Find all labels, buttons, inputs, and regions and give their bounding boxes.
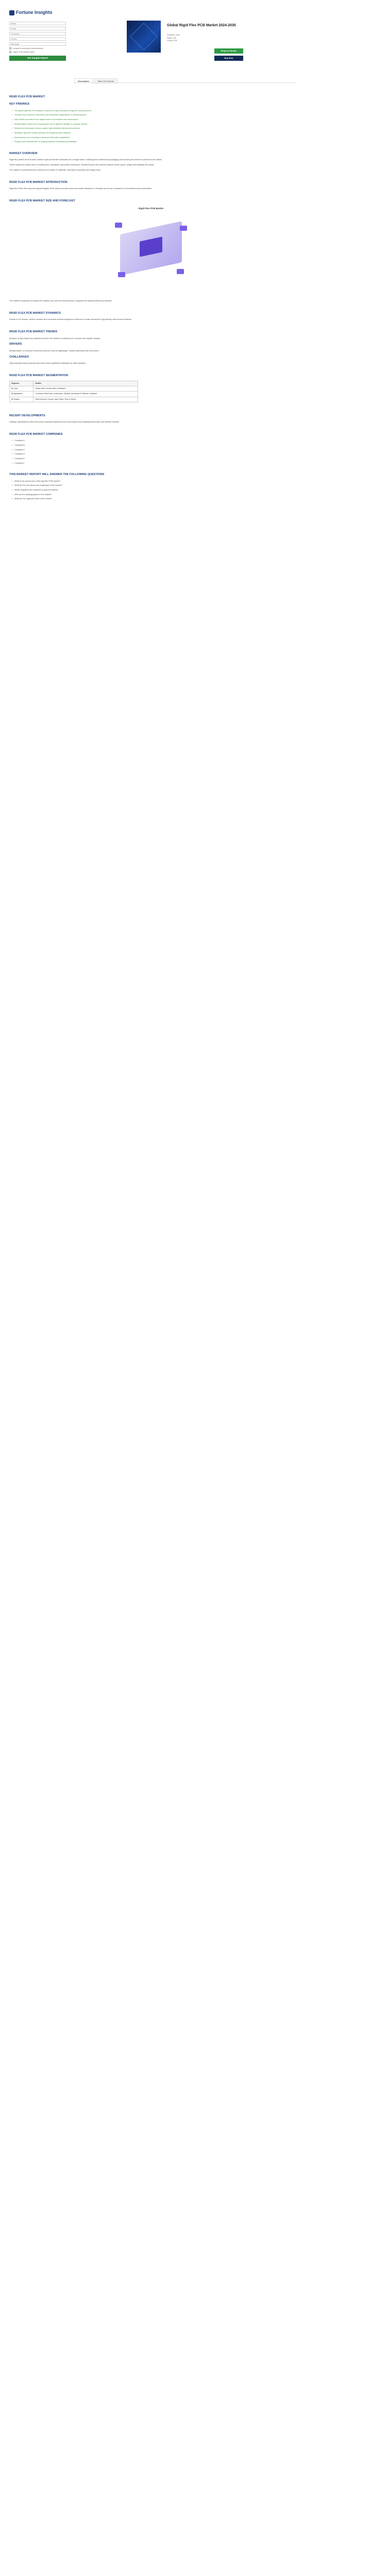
- company-input[interactable]: [9, 32, 66, 36]
- list-item: • Company C: [14, 449, 362, 452]
- table-cell: North America, Europe, Asia Pacific, Rest of World: [33, 397, 138, 402]
- table-header-row: [10, 381, 138, 386]
- section-trends-title: RIGID FLEX PCB MARKET TRENDS: [9, 330, 58, 334]
- report-meta: [167, 34, 180, 43]
- development-paragraph: Leading manufacturers have announced capacity expansions and new product lines targeting automotive and medical markets.: [9, 421, 120, 423]
- section-intro-title: RIGID FLEX PCB MARKET INTRODUCTION: [9, 180, 68, 184]
- report-title: Global Rigid Flex PCB Market 2024-2030: [167, 24, 236, 27]
- message-input[interactable]: [9, 42, 66, 46]
- report-description: [9, 93, 362, 502]
- table-cell: By Application: [10, 392, 33, 397]
- email-input[interactable]: [9, 27, 66, 30]
- logo-icon: [9, 10, 14, 15]
- submit-button[interactable]: Get Sample Report: [9, 56, 66, 61]
- list-item: • Who are the leading players in the market?: [14, 494, 362, 497]
- infographic-title: Rigid Flex PCB Market: [138, 207, 163, 210]
- overview-paragraph-1: Rigid flex printed circuit boards combine rigid and flexible substrates into a single board, enabling three-dimensional packaging and reducing the need for connectors and cables.: [9, 159, 162, 161]
- report-card: [127, 21, 271, 61]
- sample-request-form: [9, 22, 66, 61]
- section-companies-title: RIGID FLEX PCB MARKET COMPANIES: [9, 433, 63, 436]
- table-row: [10, 392, 138, 397]
- list-item: • The global rigid flex PCB market is expected to grow steadily through the forecast period.: [14, 110, 362, 113]
- intro-paragraph: Rigid flex PCBs offer improved signal integrity, fewer interconnection points and better resistance to vibration and shock compared to conventional board assemblies.: [9, 188, 152, 190]
- node-icon: [180, 226, 187, 231]
- list-item: • Which segments are expected to grow the fastest?: [14, 489, 362, 492]
- overview-paragraph-2: These boards are widely used in smartphones, wearables, automotive electronics, medical devices and defense systems where space, weight and reliability are critical.: [9, 164, 155, 166]
- node-icon: [177, 269, 184, 274]
- drivers-paragraph: Miniaturization of consumer electronics and the need for lightweight, reliable assemblies are key drivers.: [9, 349, 99, 352]
- table-row: [10, 397, 138, 402]
- table-cell: Single-sided, Double-sided, Multilayer: [33, 386, 138, 392]
- tab-divider: [74, 82, 297, 83]
- report-format: Format: PDF: [167, 40, 178, 42]
- faq-list: [9, 480, 362, 501]
- checkbox-icon[interactable]: [9, 47, 11, 49]
- list-item: • Company D: [14, 453, 362, 456]
- list-item: • Medical and aerospace sectors require high-reliability interconnect solutions.: [14, 127, 362, 130]
- segmentation-table: [9, 381, 138, 402]
- site-logo[interactable]: [9, 9, 53, 16]
- section-key-findings-title: KEY FINDINGS: [9, 103, 30, 106]
- dynamics-paragraph: Growth in 5G devices, electric vehicles and connected medical equipment continues to create demand for high-density interconnect solutions.: [9, 318, 132, 321]
- section-faq-title: THIS MARKET REPORT WILL ANSWER THE FOLLOWING QUESTIONS: [9, 473, 105, 477]
- list-item: • Company A: [14, 439, 362, 443]
- section-development-title: RECENT DEVELOPMENTS: [9, 414, 45, 417]
- list-item: • Supply chain diversification is shaping regional manufacturing strategies.: [14, 141, 362, 144]
- tab-table-of-contents[interactable]: Table Of Contents: [94, 78, 117, 84]
- list-item: • What are the regional trends in the market?: [14, 498, 362, 501]
- section-challenges-title: CHALLENGES: [9, 355, 29, 359]
- trends-paragraph: Adoption of high-frequency materials and finer line widths is enabling more compact and capable designs.: [9, 337, 101, 340]
- logo-text: Fortune Insights: [16, 10, 53, 15]
- report-tabs: [74, 78, 117, 84]
- list-item: • Miniaturization trends are increasing the use of rigid flex designs in compact devices.: [14, 123, 362, 126]
- list-item: • What are the key drivers and challenges of the market?: [14, 484, 362, 487]
- market-infographic: [99, 207, 203, 295]
- section-overview-title: MARKET OVERVIEW: [9, 152, 38, 155]
- consent-checkbox-1[interactable]: [9, 47, 66, 50]
- section-dynamics-title: RIGID FLEX PCB MARKET DYNAMICS: [9, 312, 61, 315]
- buy-now-button[interactable]: Buy Now: [214, 56, 243, 61]
- key-findings-list: [9, 110, 362, 144]
- consent-checkbox-2[interactable]: [9, 51, 66, 54]
- phone-input[interactable]: [9, 37, 66, 41]
- list-item: • Manufacturers are investing in advanced fabrication capabilities.: [14, 137, 362, 140]
- table-cell: By Type: [10, 386, 33, 392]
- table-row: [10, 386, 138, 392]
- list-item: • Asia Pacific accounts for the largest share of production and consumption.: [14, 118, 362, 122]
- table-cell: By Region: [10, 397, 33, 402]
- table-header-segment: Segment: [10, 381, 33, 386]
- list-item: • Demand from consumer electronics and automotive applications is driving adoption.: [14, 114, 362, 117]
- node-icon: [115, 223, 122, 228]
- node-icon: [118, 272, 125, 277]
- companies-list: [9, 439, 362, 465]
- tab-description[interactable]: Description: [74, 78, 93, 84]
- name-input[interactable]: [9, 22, 66, 25]
- report-pages: Pages: 150: [167, 37, 176, 39]
- table-cell: Consumer Electronics, Automotive, Medical, Aerospace & Defense, Industrial: [33, 392, 138, 397]
- size-paragraph: The market is projected to expand at a healthy rate over the forecast period, supported by rising electronics production.: [9, 300, 112, 302]
- section-size-title: RIGID FLEX PCB MARKET SIZE AND FORECAST: [9, 199, 75, 202]
- checkbox-icon[interactable]: [9, 51, 11, 53]
- section-segmentation-title: RIGID FLEX PCB MARKET SEGMENTATION: [9, 374, 69, 377]
- table-header-details: Details: [33, 381, 138, 386]
- section-drivers-title: DRIVERS: [9, 343, 22, 346]
- list-item: • Company E: [14, 457, 362, 461]
- report-published: Published: 2024: [167, 34, 180, 36]
- section-market-title: RIGID FLEX PCB MARKET: [9, 95, 45, 98]
- consent-label-1: I consent to receiving communications.: [12, 47, 44, 49]
- list-item: • What is the current size of the rigid flex PCB market?: [14, 480, 362, 483]
- cover-graphic: [130, 23, 158, 50]
- list-item: • Multilayer rigid flex boards represent the largest product segment.: [14, 132, 362, 135]
- list-item: • Company B: [14, 444, 362, 447]
- report-cover-image: [127, 21, 161, 53]
- request-sample-button[interactable]: Request Sample: [214, 48, 243, 54]
- list-item: • Company F: [14, 462, 362, 465]
- overview-paragraph-3: The market is characterized by continuous innovation in materials, lamination processes and design tools.: [9, 169, 101, 171]
- challenges-paragraph: High manufacturing complexity and cost remain significant challenges for wider adoption.: [9, 362, 87, 364]
- consent-label-2: I agree to the privacy policy.: [12, 51, 35, 54]
